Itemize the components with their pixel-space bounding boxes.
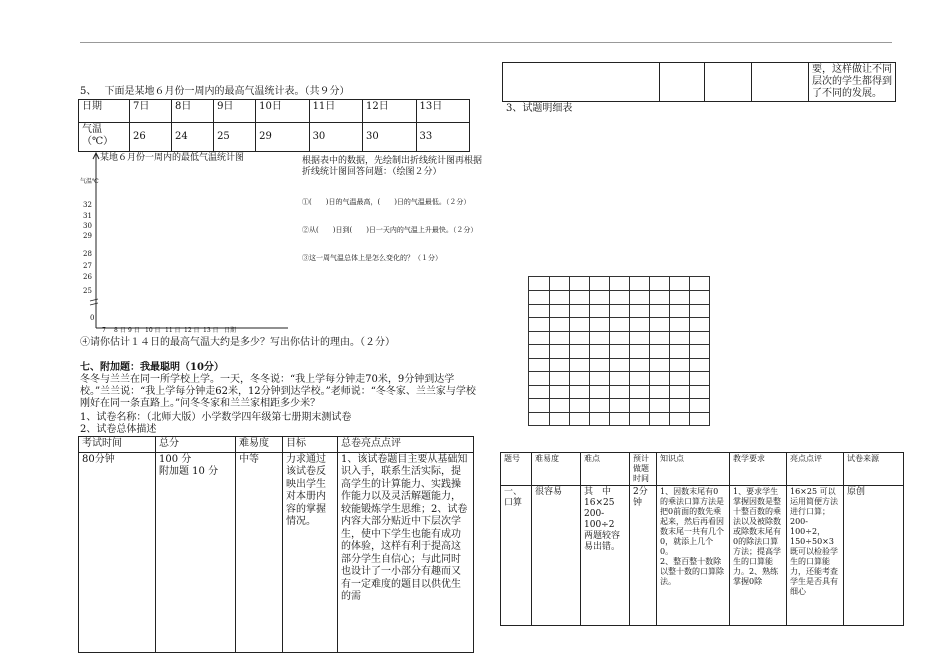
x-tick: 13 日 — [203, 327, 219, 334]
y-tick: 30 — [83, 222, 92, 230]
answer-grid — [528, 276, 710, 426]
question-time: 2分钟 — [630, 486, 657, 626]
detail-table-title: 3、试题明细表 — [506, 103, 573, 114]
sub-question-2: ②从( )日到( )日一天内的气温上升最快。（２分） — [302, 226, 478, 234]
grid-line-horizontal — [529, 412, 709, 413]
grid-line-vertical — [649, 277, 650, 425]
detail-header: 亮点点评 — [787, 453, 844, 486]
y-tick: 27 — [83, 262, 92, 270]
x-tick: 12 日 — [184, 327, 200, 334]
grid-line-vertical — [569, 277, 570, 425]
y-tick: 25 — [83, 287, 92, 295]
continuation-cell-empty — [660, 63, 705, 102]
date-cell: 12日 — [363, 100, 416, 123]
total-score: 100 分 附加题 10 分 — [156, 452, 236, 652]
date-cell: 7日 — [130, 100, 172, 123]
exam-desc-line: 2、试卷总体描述 — [80, 424, 157, 435]
grid-line-horizontal — [529, 290, 709, 291]
q5-heading: 5、 下面是某地６月份一周内的最高气温统计表。（共９分） — [80, 86, 350, 97]
sub-question-4: ④请你估计１４日的最高气温大约是多少？写出你估计的理由。（２分） — [80, 337, 395, 348]
summary-header: 总卷亮点点评 — [338, 437, 474, 453]
grid-line-vertical — [629, 277, 630, 425]
temp-cell: 30 — [363, 123, 416, 152]
temp-row-label: 气温（℃） — [79, 123, 130, 152]
temp-cell: 30 — [309, 123, 362, 152]
grid-line-horizontal — [529, 304, 709, 305]
y-tick: 26 — [83, 273, 92, 281]
question-hard-points: 其 中 16×25 200-100÷2 两题较容易出错。 — [581, 486, 630, 626]
date-row — [79, 100, 470, 123]
grid-line-vertical — [669, 277, 670, 425]
grid-line-vertical — [549, 277, 550, 425]
question-source: 原创 — [844, 486, 904, 626]
temp-cell: 25 — [214, 123, 256, 152]
continuation-cell-empty — [705, 63, 752, 102]
x-tick: 11 日 — [165, 327, 181, 334]
y-axis-label: 气温℃ — [80, 178, 99, 185]
grid-line-vertical — [689, 277, 690, 425]
grid-line-horizontal — [529, 358, 709, 359]
x-tick: 10 日 — [145, 327, 161, 334]
summary-header-row — [79, 437, 474, 453]
date-cell: 11日 — [309, 100, 362, 123]
question-review: 16×25 可以运用简便方法进行口算；200-100÷2，150÷50×3 既可以检验学生的口算能力，还能考查学生是否具有细心 — [787, 486, 844, 626]
page-top-rule — [80, 42, 892, 43]
detail-header: 难点 — [581, 453, 630, 486]
grid-line-vertical — [589, 277, 590, 425]
detail-header: 教学要求 — [730, 453, 787, 486]
y-tick: 28 — [83, 250, 92, 258]
grid-line-horizontal — [529, 371, 709, 372]
question-number: 一、口算 — [501, 486, 532, 626]
temp-cell: 24 — [172, 123, 214, 152]
blank-chart-axes — [76, 150, 296, 340]
question-difficulty: 很容易 — [532, 486, 581, 626]
detail-table — [500, 452, 904, 626]
summary-table — [78, 436, 474, 653]
x-tick: 9 日 — [128, 327, 140, 334]
temp-row — [79, 123, 470, 152]
x-tick: 8 日 — [114, 327, 126, 334]
detail-header: 试卷来源 — [844, 453, 904, 486]
detail-header: 题号 — [501, 453, 532, 486]
y-tick: 31 — [83, 212, 92, 220]
y-tick: 29 — [83, 232, 92, 240]
exam-name-line: 1、试卷名称：（北师大版）小学数学四年级第七册期末测试卷 — [80, 412, 352, 423]
detail-header: 难易度 — [532, 453, 581, 486]
section7-heading: 七、附加题：我最聪明（10分） — [80, 362, 224, 373]
summary-header: 考试时间 — [79, 437, 156, 453]
y-tick: 0 — [90, 314, 95, 322]
grid-line-horizontal — [529, 344, 709, 345]
temp-cell: 33 — [416, 123, 470, 152]
grid-line-horizontal — [529, 398, 709, 399]
temp-cell: 26 — [130, 123, 172, 152]
section7-paragraph: 冬冬与兰兰在同一所学校上学。一天，冬冬说：“我上学每分钟走70米，9分钟到达学校。”兰兰说：“我上学每分钟走62米，12分钟到达学校。”老师说：“冬冬家、兰兰家与学校刚好在同一条直路上。”问冬冬家和兰兰家相距多少米？ — [80, 374, 476, 409]
chart-instructions: 根据表中的数据，先绘制出折线统计图再根据折线统计图回答问题：（绘图２分） — [302, 156, 483, 177]
y-tick: 32 — [83, 201, 92, 209]
continuation-row — [503, 63, 896, 102]
sub-question-1: ①( )日的气温最高，( )日的气温最低。（２分） — [302, 198, 471, 206]
detail-header: 预计做题时间 — [630, 453, 657, 486]
grid-line-horizontal — [529, 317, 709, 318]
x-tick: 日期 — [224, 327, 237, 334]
grid-line-horizontal — [529, 331, 709, 332]
date-cell: 9日 — [214, 100, 256, 123]
difficulty: 中等 — [236, 452, 283, 652]
question-requirement: 1、要求学生掌握因数是整十整百数的乘法以及被除数或除数末尾有0的除法口算方法；提高学生的口算能力。2、熟练掌握0除 — [730, 486, 787, 626]
detail-header-row — [501, 453, 904, 486]
date-cell: 10日 — [256, 100, 309, 123]
continuation-cell-empty — [752, 63, 809, 102]
continuation-cell-empty — [503, 63, 660, 102]
chart-title: 某地６月份一周内的最低气温统计图 — [100, 153, 245, 163]
highlights-continued: 要，这样做让不同层次的学生都得到了不同的发展。 — [809, 63, 896, 102]
x-tick: 7 — [102, 327, 106, 334]
question-knowledge: 1、因数末尾有0的乘法口算方法是把0前面的数先乘起来，然后再看因数末尾一共有几个0，就添上几个0。 2、整百整十数除以整十数的口算除法。 — [657, 486, 730, 626]
highlights: 1、该试卷题目主要从基础知识入手，联系生活实际，提高学生的计算能力、实践操作能力以及灵活解题能力，较能锻炼学生思维；2、试卷内容大部分贴近中下层次学生，使中下学生也能有成功的体验，这样有利于提高这部分学生自信心；与此同时也设计了一小部分有趣而又有一定难度的题目以供优生的需 — [338, 452, 474, 652]
goal: 力求通过该试卷反映出学生对本册内容的掌握情况。 — [283, 452, 338, 652]
summary-header: 难易度 — [236, 437, 283, 453]
grid-line-vertical — [609, 277, 610, 425]
detail-row — [501, 486, 904, 626]
temperature-table — [78, 99, 470, 152]
date-cell: 8日 — [172, 100, 214, 123]
date-cell: 13日 — [416, 100, 470, 123]
exam-time: 80分钟 — [79, 452, 156, 652]
summary-continuation-table — [502, 62, 896, 102]
summary-row — [79, 452, 474, 652]
grid-line-horizontal — [529, 385, 709, 386]
summary-header: 目标 — [283, 437, 338, 453]
date-row-label: 日期 — [79, 100, 130, 123]
temp-cell: 29 — [256, 123, 309, 152]
summary-header: 总分 — [156, 437, 236, 453]
detail-header: 知识点 — [657, 453, 730, 486]
sub-question-3: ③这一周气温总体上是怎么变化的？（１分） — [302, 254, 442, 262]
